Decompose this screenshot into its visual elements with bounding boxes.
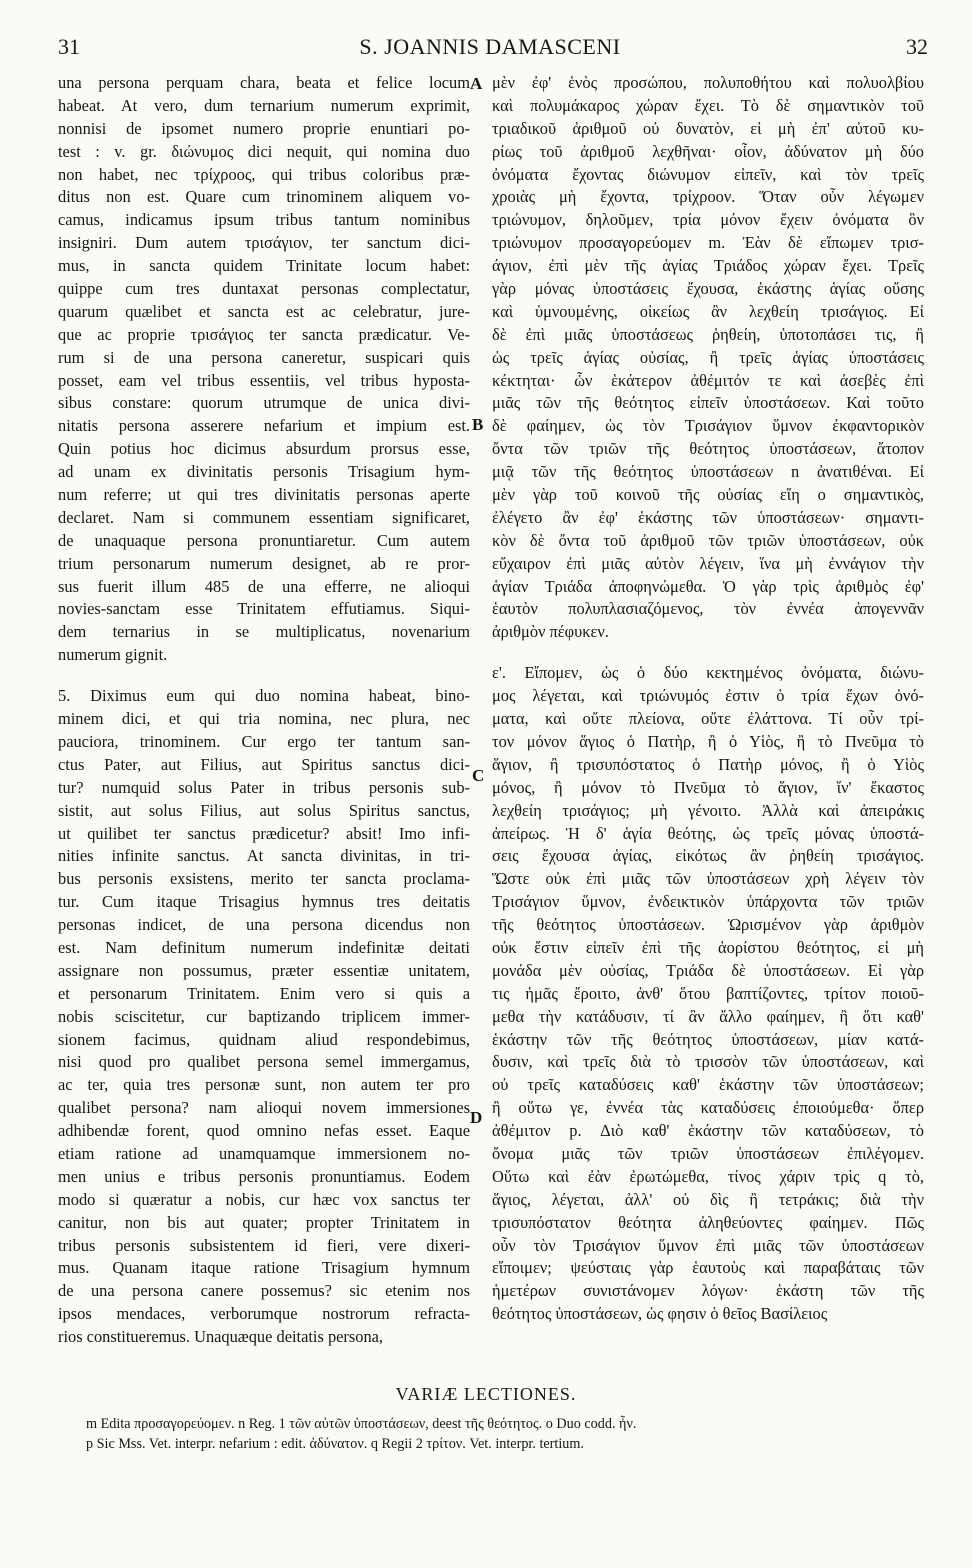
latin-text-line: mus, in sancta quidem Trinitate locum habet: — [58, 256, 470, 276]
greek-column — [492, 72, 924, 1326]
greek-text-line: κὸν δὲ ὄντα τοῦ ἀριθμοῦ τῶν τριῶν ὑποστάσεων, οὐκ — [492, 530, 924, 550]
greek-text-line: ἡμετέρων συνιστάνομεν λόγων· ἑκάστη τῶν τῆς — [492, 1281, 924, 1301]
greek-text-line: ἑκάστην τῶν τῆς θεότητος ὑποστάσεων, μίαν κατά- — [492, 1029, 924, 1049]
greek-text-line: καὶ πολυμάκαρος χώραν ἔχει. Τὸ δὲ σημαντικὸν τοῦ — [492, 95, 924, 115]
greek-text-line: μεθα τὴν κατάδυσιν, τί ἂν ἄλλο φαίημεν, ἢ ὅτι καθ' — [492, 1006, 924, 1026]
greek-text-line: άγιον, ἐπὶ μὲν τῆς ἁγίας Τριάδος χώραν ἔχει. Τρεῖς — [492, 256, 924, 276]
latin-text-line: et personarum Trinitatem. Enim vero si quis a — [58, 983, 470, 1003]
latin-text-line: modo si quæratur a nobis, cur hæc vox sanctus ter — [58, 1189, 470, 1209]
latin-text-line: dem ternarius in se multiplicatus, novenarium — [58, 622, 470, 642]
latin-text-line: declaret. Nam si communem essentiam significaret, — [58, 507, 470, 527]
variae-lectiones-heading: VARIÆ LECTIONES. — [395, 1384, 577, 1404]
latin-text-line: personas indicet, de una persona dicendus non — [58, 915, 470, 935]
column-marker-c: C — [472, 766, 485, 785]
latin-text-line: trium personarum numerum designet, ab re pror- — [58, 553, 470, 573]
greek-text-line: γὰρ μόνας ὑποστάσεις ἔχουσα, ἑκάστης ἁγίας οὔσης — [492, 279, 924, 299]
greek-text-line: τριαδικοῦ ἀριθμοῦ οὐ δυνατὸν, εἰ μὴ ἐπ' αὐτοῦ κυ- — [492, 118, 924, 138]
latin-text-line: ut quilibet ter sanctus prædicetur? absit! Imo infi- — [58, 823, 470, 843]
latin-text-line: qualibet persona? nam alioqui novem immersiones — [58, 1098, 470, 1118]
greek-paragraph-2 — [492, 662, 924, 1326]
footnote-line: m Edita προσαγορεύομεν. n Reg. 1 τῶν αὐτῶν ὑποστάσεων, deest τῆς θεότητος. o Duo codd. ἦν. — [86, 1416, 637, 1432]
latin-text-line: canitur, non bis aut quater; propter Trinitatem in — [58, 1212, 470, 1232]
greek-text-line: οὖν τὸν Τρισάγιον ὕμνον ἐπὶ μιᾶς τῶν ὑποστάσεων — [492, 1235, 924, 1255]
greek-text-line: λεχθείη τρισάγιος; μὴ γένοιτο. Ἀλλὰ καὶ ἀπειράκις — [492, 800, 924, 820]
latin-text-line: numerum gignit. — [58, 645, 168, 665]
latin-text-line: sionem facimus, quidnam aliud respondebimus, — [58, 1029, 470, 1049]
latin-text-line: pauciora, trinominem. Cur ergo ter tantum san- — [58, 731, 470, 751]
latin-text-line: ditus non est. Quare cum trinominem aliquem vo- — [58, 187, 470, 207]
greek-text-line: δὲ φαίημεν, ὡς τὸν Τρισάγιον ὕμνον ἐκφαντορικὸν — [492, 416, 924, 436]
greek-text-line: ρίως τοῦ ἀριθμοῦ λεχθῆναι· οἷον, ἀδύνατον μὴ δύο — [492, 141, 924, 161]
greek-text-line: κέκτηται· ὧν ἑκάτερον ἀθέμιτόν τε καὶ ἀσεβὲς ἐπὶ — [492, 370, 924, 390]
latin-text-line: sibus constare: quorum utrumque de unica divi- — [58, 393, 470, 413]
greek-text-line: ὡς τρεῖς ἁγίας οὐσίας, ἢ τρεῖς ἁγίας ὑποστάσεις — [492, 347, 924, 367]
greek-text-line: χροιὰς μὴ ἔχοντα, τρίχροον. Ὅταν οὖν λέγωμεν — [492, 187, 924, 207]
greek-text-line: ἀθέμιτον p. Διὸ καθ' ἑκάστην τῶν καταδύσεων, τὸ — [492, 1121, 924, 1141]
greek-text-line: ἅγιον, ἢ τρισυπόστατος ὁ Πατὴρ μόνος, ἢ ὁ Υἱὸς — [492, 754, 924, 774]
latin-text-line: de una persona canere possemus? sic etenim nos — [58, 1281, 470, 1301]
greek-text-line: ὀνόματα ἔχοντας διώνυμον εἰπεῖν, καὶ τὸν τρεῖς — [492, 164, 924, 184]
greek-text-line: ἢ οὕτω γε, ἐννέα τὰς καταδύσεις ἐποιούμεθα· ὅπερ — [492, 1098, 924, 1118]
greek-text-line: μιᾷ τῶν τῆς θεότητος ὑποστάσεων n ἀνατιθέναι. Εἰ — [492, 462, 924, 482]
page-header — [52, 34, 928, 64]
latin-text-line: nities infinite sanctus. At sancta divinitas, in tri- — [58, 846, 470, 866]
greek-paragraph-1 — [492, 72, 924, 644]
latin-column — [58, 72, 470, 1349]
latin-text-line: num referre; ut qui tres divinitatis personas aperte — [58, 485, 470, 505]
latin-text-line: ipsos mendaces, verborumque nostrorum refracta- — [58, 1304, 470, 1324]
greek-text-line: τριώνυμον, δηλοῦμεν, τρία μόνον ἔχειν ὀνόματα ὃν — [492, 210, 924, 230]
page-number-left: 31 — [58, 34, 80, 59]
latin-text-line: rum si de una persona caneretur, suspicari quis — [58, 347, 470, 367]
greek-text-line: ἐλέγετο ἂν ἐφ' ἑκάστης τῶν ὑποστάσεων· σημαντι- — [492, 507, 924, 527]
greek-text-line: μονάδα μὲν οὐσίας, Τριάδα δὲ ὑποστάσεων. Εἰ γὰρ — [492, 960, 924, 980]
latin-text-line: men unius e tribus personis pronuntiamus. Eodem — [58, 1166, 470, 1186]
latin-text-line: posset, eam vel tribus essentiis, vel tribus hyposta- — [58, 370, 470, 390]
greek-text-line: μόνος, ἢ μόνον τὸ Πνεῦμα τὸ ἅγιον, ἵν' ἕκαστος — [492, 777, 924, 797]
latin-text-line: sistit, aut solus Filius, aut solus Spiritus sanctus, — [58, 800, 470, 820]
greek-text-line: εἴποιμεν; ψεύσταις γὰρ ἑαυτοὺς καὶ παραβάταις τῶν — [492, 1258, 924, 1278]
column-marker-d: D — [470, 1108, 483, 1127]
latin-text-line: insigniri. Dum autem τρισάγιον, ter sanctum dici- — [58, 233, 470, 253]
column-marker-b: B — [472, 415, 484, 434]
greek-text-line: καὶ ὑμνουμένης, οἰκείως ἂν λεχθείη τρισάγιος. Εἰ — [492, 301, 924, 321]
latin-text-line: 5. Diximus eum qui duo nomina habeat, bino- — [58, 686, 470, 706]
greek-text-line: δυσιν, καὶ τρεῖς διὰ τὸ τρισσὸν τῶν ὑποστάσεων, καὶ — [492, 1052, 924, 1072]
latin-text-line: tur. Cum itaque Trisagius hymnus tres deitatis — [58, 892, 470, 912]
greek-text-line: εὔχαιρον ἐπὶ μιᾶς αὐτὸν λέγειν, ἵνα μὴ ἐννάγιον τὴν — [492, 553, 924, 573]
footnotes — [86, 1414, 916, 1454]
greek-text-line: τριώνυμον προσαγορεύομεν m. Ἐὰν δὲ εἴπωμεν τρισ- — [492, 233, 924, 253]
greek-text-line: μος λέγεται, καὶ τριώνυμός ἐστιν ὁ τρία ἔχων ὀνό- — [492, 686, 924, 706]
latin-text-line: nitatis persona asserere nefarium et impium est. — [58, 416, 470, 436]
greek-text-line: ματα, καὶ οὔτε πλείονα, οὔτε ἐλάττονα. Τί οὖν τρί- — [492, 709, 924, 729]
latin-text-line: nobis sciscitetur, cur baptizando triplicem immer- — [58, 1006, 470, 1026]
latin-text-line: adhibendæ forent, quod omnino nefas esset. Eaque — [58, 1121, 470, 1141]
latin-text-line: assignare non possumus, præter essentiæ unitatem, — [58, 960, 470, 980]
greek-text-line: Ὥστε οὐκ ἐπὶ μιᾶς τῶν ὑποστάσεων χρὴ λέγειν τὸν — [492, 869, 924, 889]
latin-text-line: non habet, nec τρίχροος, qui tribus coloribus præ- — [58, 164, 470, 184]
latin-text-line: mus. Quanam itaque ratione Trisagium hymnum — [58, 1258, 470, 1278]
latin-text-line: quippe cum tres duntaxat personas complectatur, — [58, 279, 470, 299]
latin-text-line: sus fuerit illum 485 de una efferre, ne alioqui — [58, 576, 470, 596]
greek-text-line: δὲ ἐπὶ μιᾶς ὑποστάσεως ῥηθείη, ὑποτοπάσει τις, ἢ — [492, 324, 924, 344]
latin-text-line: camus, indicamus ipsum tribus tantum nominibus — [58, 210, 470, 230]
greek-text-line: Οὕτω καὶ ἐὰν ἐρωτώμεθα, τίνος χάριν τρὶς q τὸ, — [492, 1166, 924, 1186]
latin-text-line: quarum quælibet et sancta est ac celebratur, jure- — [58, 301, 470, 321]
greek-text-line: ἅγιος, λέγεται, ἀλλ' οὐ δὶς ἢ τετράκις; διὰ τὴν — [492, 1189, 924, 1209]
latin-text-line: nonnisi de ipsomet numero proprie enuntiari po- — [58, 118, 470, 138]
greek-text-line: σεις ἔχουσα ἁγίας, εἰκότως ἂν ῥηθείη τρισάγιος. — [492, 846, 924, 866]
greek-text-line: ἀπείρως. Ἡ δ' ἁγία θεότης, ὡς τρεῖς μόνας ὑποστά- — [492, 823, 924, 843]
greek-text-line: ἑαυτὸν πολυπλασιαζόμενος, τὸν ἐννέα ἀπογεννᾶν — [492, 599, 924, 619]
greek-text-line: οὐ τρεῖς καταδύσεις καθ' ἑκάστην τῶν ὑποστάσεων; — [492, 1075, 924, 1095]
latin-text-line: tur? numquid solus Pater in tribus personis sub- — [58, 777, 470, 797]
latin-text-line: test : v. gr. διώνυμος dici nequit, qui nomina duo — [58, 141, 470, 161]
latin-text-line: que ac proprie τρισάγιος ter sancta prædicatur. Ve- — [58, 324, 470, 344]
latin-text-line: de unaquaque persona pronuntiaretur. Cum autem — [58, 530, 470, 550]
greek-text-line: Τρισάγιον ὕμνον, ἐνδεικτικὸν ὑπάρχοντα τῶν τριῶν — [492, 892, 924, 912]
latin-text-line: habeat. At vero, dum ternarium numerum exprimit, — [58, 95, 470, 115]
greek-text-line: μὲν γὰρ τοῦ κοινοῦ τῆς οὐσίας εἴη o σημαντικὸς, — [492, 485, 924, 505]
latin-text-line: minem dici, et qui tria nomina, nec plura, nec — [58, 709, 470, 729]
greek-text-line: θεότητος ὑποστάσεων, ὡς φησιν ὁ θεῖος Βασίλειος — [492, 1304, 828, 1324]
greek-text-line: τρισυπόστατον θεότητα ἀληθεύοντες φαίημεν. Πῶς — [492, 1212, 924, 1232]
latin-text-line: Quin potius hoc dicimus absurdum prorsus esse, — [58, 439, 470, 459]
greek-text-line: ε'. Εἴπομεν, ὡς ὁ δύο κεκτημένος ὀνόματα, διώνυ- — [492, 663, 924, 683]
latin-text-line: rios constitueremus. Unaquæque deitatis persona, — [58, 1327, 384, 1347]
latin-paragraph-1 — [58, 72, 470, 667]
latin-text-line: una persona perquam chara, beata et felice locum — [58, 73, 470, 92]
greek-text-line: τον μόνον ἅγιος ὁ Πατὴρ, ἢ ὁ Υἱὸς, ἢ τὸ Πνεῦμα τὸ — [492, 731, 924, 751]
greek-text-line: τῆς θεότητος ὑποστάσεων. Ὡρισμένον γὰρ ἀριθμὸν — [492, 915, 924, 935]
latin-text-line: etiam ratione ad unamquamque immersionem no- — [58, 1143, 470, 1163]
footnote-line: p Sic Mss. Vet. interpr. nefarium : edit. ἀδύνατον. q Regii 2 τρίτον. Vet. interpr. tertium. — [86, 1436, 584, 1452]
latin-text-line: ctus Pater, aut Filius, aut Spiritus sanctus dici- — [58, 754, 470, 774]
latin-text-line: tribus personis subsistentem id fieri, vere dixeri- — [58, 1235, 470, 1255]
latin-text-line: nisi quod pro qualibet persona semel immergamus, — [58, 1052, 470, 1072]
latin-text-line: ac ter, quia tres personæ sunt, non autem ter pro — [58, 1075, 470, 1095]
greek-text-line: ἀριθμὸν πέφυκεν. — [492, 622, 609, 642]
column-marker-a: A — [470, 74, 483, 93]
page-number-right: 32 — [906, 34, 928, 59]
greek-text-line: τις ἡμᾶς ἔροιτο, ἀνθ' ὅτου βαπτίζοντες, τρίτον ποιοῦ- — [492, 983, 924, 1003]
latin-text-line: est. Nam definitum numerum indefinitæ deitati — [58, 937, 470, 957]
latin-paragraph-2 — [58, 685, 470, 1349]
greek-text-line: ἁγίαν Τριάδα ἀποφηνώμεθα. Ὁ γὰρ τρὶς ἀριθμὸς ἐφ' — [492, 576, 924, 596]
latin-text-line: ad unam ex divinitatis personis Trisagium hym- — [58, 462, 470, 482]
latin-text-line: novies-sanctam esse Trinitatem effutiamus. Siqui- — [58, 599, 470, 619]
latin-text-line: bus personis exsistens, merito ter sancta proclama- — [58, 869, 470, 889]
greek-text-line: ὄντα τῶν τριῶν τῆς θεότητος ὑποστάσεων, ἄτοπον — [492, 439, 924, 459]
running-title: S. JOANNIS DAMASCENI — [359, 34, 621, 59]
greek-text-line: μιᾶς τῶν τῆς θεότητος εἰπεῖν ὑποστάσεων. Καὶ τοῦτο — [492, 393, 924, 413]
greek-text-line: μὲν ἐφ' ἑνὸς προσώπου, πολυποθήτου καὶ πολυολβίου — [492, 73, 924, 92]
greek-text-line: ὄνομα μιᾶς τῶν τριῶν ὑποστάσεων ἐπιλέγομεν. — [492, 1143, 924, 1163]
greek-text-line: οὐκ ἔστιν εἰπεῖν ἐπὶ τῆς ἀορίστου θεότητος, εἰ μὴ — [492, 937, 924, 957]
